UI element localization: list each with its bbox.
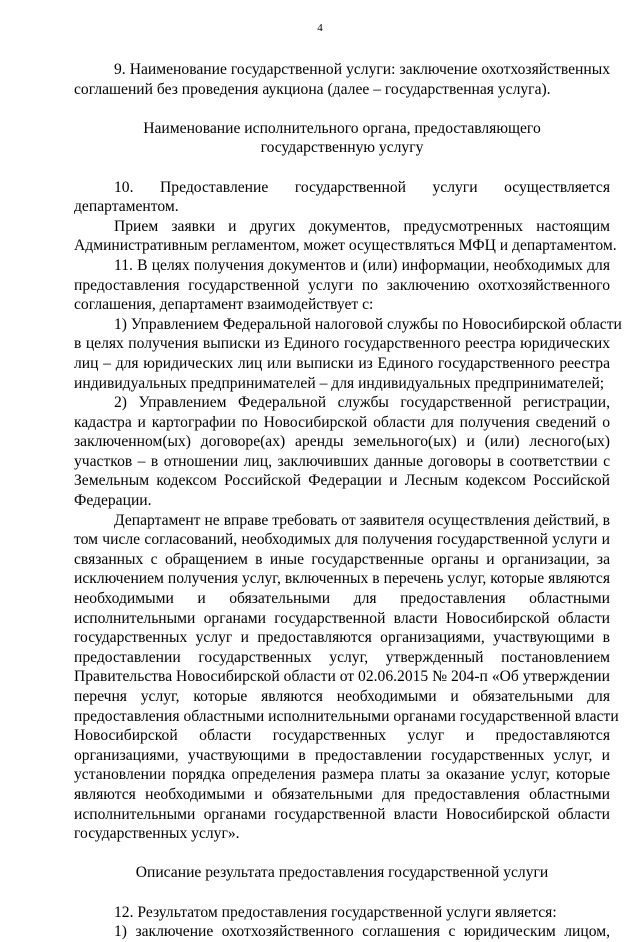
text-line: индивидуальных предпринимателей – для индивидуальных предпринимателей;: [74, 374, 605, 392]
text-line: кадастра и картографии по Новосибирской области для получения сведений о: [74, 413, 610, 431]
text-line: исключением получения услуг, включенных в перечень услуг, которые являются: [74, 570, 610, 588]
text-line: Новосибирской области государственных услуг и предоставляются: [74, 727, 610, 745]
section-heading-line: Наименование исполнительного органа, предоставляющего: [143, 119, 541, 137]
text-line: Федерации.: [74, 492, 152, 510]
text-line: соглашения, департамент взаимодействует с:: [74, 296, 374, 314]
text-line: государственных услуг».: [74, 825, 240, 843]
text-line: предоставлении государственных услуг, утвержденный постановлением: [74, 648, 610, 666]
text-line: заключенном(ых) договоре(ах) аренды земельного(ых) и (или) лесного(ых): [74, 433, 610, 451]
text-line: департаментом.: [74, 198, 179, 216]
text-line: Департамент не вправе требовать от заявителя осуществления действий, в: [114, 511, 610, 529]
text-line: участков – в отношении лиц, заключивших данные договоры в соответствии с: [74, 452, 610, 470]
text-line: являются необходимыми и обязательными для предоставления областными: [74, 785, 610, 803]
text-line: 9. Наименование государственной услуги: заключение охотхозяйственных: [114, 61, 610, 78]
text-line: связанных с обращением в иные государственные органы и организации, за: [74, 550, 610, 568]
document-body: [74, 60, 622, 942]
text-line: предоставления государственной услуги по заключению охотхозяйственного: [74, 276, 610, 294]
text-line: 1) Управлением Федеральной налоговой службы по Новосибирской области: [114, 315, 622, 333]
text-line: Земельным кодексом Российской Федерации и Лесным кодексом Российской: [74, 472, 610, 490]
text-line: 2) Управлением Федеральной службы государственной регистрации,: [114, 394, 610, 412]
section-heading-line: государственную услугу: [260, 139, 424, 157]
text-line: предоставления областными исполнительными органами государственной власти: [74, 707, 619, 725]
text-line: исполнительными органами государственной власти Новосибирской области: [74, 805, 610, 823]
text-line: Административным регламентом, может осуществляться МФЦ и департаментом.: [74, 237, 617, 255]
text-line: перечня услуг, которые являются необходимыми и обязательными для: [74, 688, 610, 705]
text-line: лиц – для юридических лиц или выписки из Единого государственного реестра: [74, 354, 610, 372]
text-line: государственных услуг и предоставляются организациями, участвующими в: [74, 629, 610, 647]
text-line: в целях получения выписки из Единого государственного реестра юридических: [74, 335, 610, 353]
text-line: 12. Результатом предоставления государственной услуги является:: [114, 903, 557, 921]
text-line: установлении порядка определения размера платы за оказание услуг, которые: [74, 766, 610, 784]
text-line: 10. Предоставление государственной услуги осуществляется: [114, 178, 610, 196]
text-line: Правительства Новосибирской области от 02.06.2015 № 204-п «Об утверждении: [74, 668, 610, 686]
section-heading-line: Описание результата предоставления государственной услуги: [135, 864, 549, 882]
text-line: 11. В целях получения документов и (или) информации, необходимых для: [114, 256, 610, 274]
text-line: Прием заявки и других документов, предусмотренных настоящим: [114, 217, 610, 235]
text-line: 1) заключение охотхозяйственного соглашения с юридическим лицом,: [114, 923, 610, 941]
page-number: 4: [317, 22, 323, 34]
text-line: исполнительными органами государственной власти Новосибирской области: [74, 609, 610, 627]
text-line: необходимыми и обязательными для предоставления областными: [74, 590, 610, 608]
text-line: том числе согласований, необходимых для получения государственной услуги и: [74, 531, 610, 549]
text-line: организациями, участвующими в предоставлении государственных услуг, и: [74, 746, 610, 764]
text-line: соглашений без проведения аукциона (далее – государственная услуга).: [74, 80, 551, 98]
